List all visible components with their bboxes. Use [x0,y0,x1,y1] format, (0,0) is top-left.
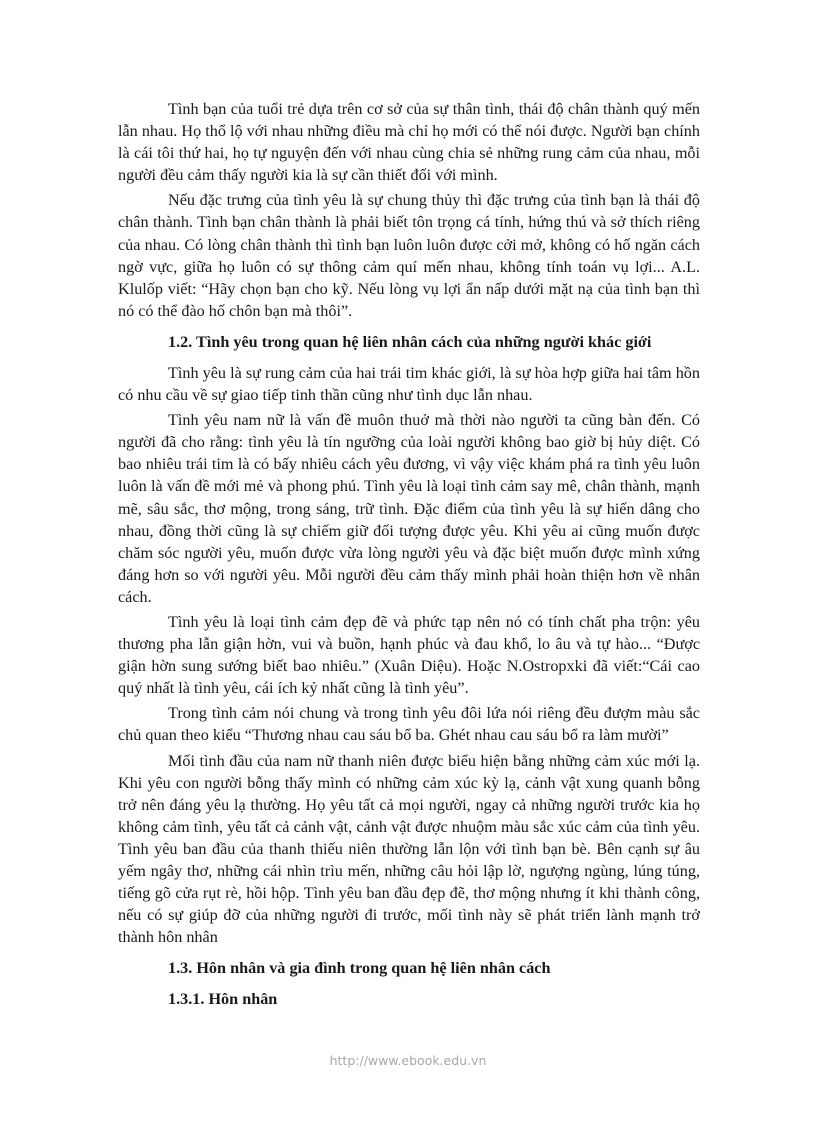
paragraph-first-love: Mối tình đầu của nam nữ thanh niên được biểu hiện bằng những cảm xúc mới lạ. Khi yêu con người bỗng thấy mình có những cảm xúc kỳ lạ, cảnh vật xung quanh bỗng trở nên đáng yêu lạ thường. Họ yêu tất cả mọi người, ngay cả những người trước kia họ không cảm tình, yêu tất cả cảnh vật, cảnh vật được nhuộm màu sắc xúc cảm của tình yêu. Tình yêu ban đầu của thanh thiếu niên thường lẫn lộn với tình bạn bè. Bên cạnh sự âu yếm ngây thơ, những cái nhìn trìu mến, những câu hỏi lập lờ, ngượng ngùng, lúng túng, tiếng gõ cửa rụt rè, hồi hộp. Tình yêu ban đầu đẹp đẽ, thơ mộng nhưng ít khi thành công, nếu có sự giúp đỡ của những người đi trước, mối tình này sẽ phát triển lành mạnh trở thành hôn nhân [118,751,700,947]
document-page [118,98,700,1010]
paragraph-love-definition: Tình yêu là sự rung cảm của hai trái tim khác giới, là sự hòa hợp giữa hai tâm hồn có nhu cầu về sự giao tiếp tinh thần cũng như tình dục lẫn nhau. [118,363,700,405]
paragraph-love-complex: Tình yêu là loại tình cảm đẹp đẽ và phức tạp nên nó có tính chất pha trộn: yêu thương pha lẫn giận hờn, vui và buồn, hạnh phúc và đau khổ, lo âu và tự hào... “Được giận hờn sung sướng biết bao nhiêu.” (Xuân Diệu). Hoặc N.Ostropxki đã viết:“Cái cao quý nhất là tình yêu, cái ích kỷ nhất cũng là tình yêu”. [118,612,700,698]
paragraph-friendship-1: Tình bạn của tuổi trẻ dựa trên cơ sở của sự thân tình, thái độ chân thành quý mến lẫn nhau. Họ thổ lộ với nhau những điều mà chỉ họ mới có thể nói được. Người bạn chính là cái tôi thứ hai, họ tự nguyện đến với nhau cùng chia sẻ những rung cảm của nhau, mỗi người đều cảm thấy người kia là sự cần thiết đối với mình. [118,100,700,185]
section-heading-1-3: 1.3. Hôn nhân và gia đình trong quan hệ liên nhân cách [168,959,551,978]
section-heading-1-2: 1.2. Tình yêu trong quan hệ liên nhân cách của những người khác giới [168,332,652,351]
paragraph-friendship-2: Nếu đặc trưng của tình yêu là sự chung thủy thì đặc trưng của tình bạn là thái độ chân thành. Tình bạn chân thành là phải biết tôn trọng cá tính, hứng thú và sở thích riêng của nhau. Có lòng chân thành thì tình bạn luôn luôn được cởi mở, không có hố ngăn cách ngờ vực, giữa họ luôn có sự thông cảm quí mến nhau, không tính toán vụ lợi... A.L. Klulốp viết: “Hãy chọn bạn cho kỹ. Nếu lòng vụ lợi ẩn nấp dưới mặt nạ của tình bạn thì nó có thể đào hố chôn bạn mà thôi”. [118,191,700,320]
subsection-heading-1-3-1: 1.3.1. Hôn nhân [168,990,278,1009]
footer-url: http://www.ebook.edu.vn [329,1053,487,1068]
paragraph-love-eternal: Tình yêu nam nữ là vấn đề muôn thuở mà thời nào người ta cũng bàn đến. Có người đã cho rằng: tình yêu là tín ngưỡng của loài người không bao giờ bị hủy diệt. Có bao nhiêu trái tim là có bấy nhiêu cách yêu đương, vì vậy việc khám phá ra tình yêu luôn luôn là vấn đề mới mẻ và phong phú. Tình yêu là loại tình cảm say mê, chân thành, mạnh mẽ, sâu sắc, thơ mộng, trong sáng, trữ tình. Đặc điểm của tình yêu là sự hiến dâng cho nhau, đồng thời cũng là sự chiếm giữ đối tượng được yêu. Khi yêu ai cũng muốn được chăm sóc người yêu, muốn được vừa lòng người yêu và đặc biệt muốn được mình xứng đáng hơn so với người yêu. Mỗi người đều cảm thấy mình phải hoàn thiện hơn về nhân cách. [118,411,700,606]
paragraph-love-subjective: Trong tình cảm nói chung và trong tình yêu đôi lứa nói riêng đều đượm màu sắc chủ quan theo kiểu “Thương nhau cau sáu bổ ba. Ghét nhau cau sáu bổ ra làm mười” [118,704,700,745]
